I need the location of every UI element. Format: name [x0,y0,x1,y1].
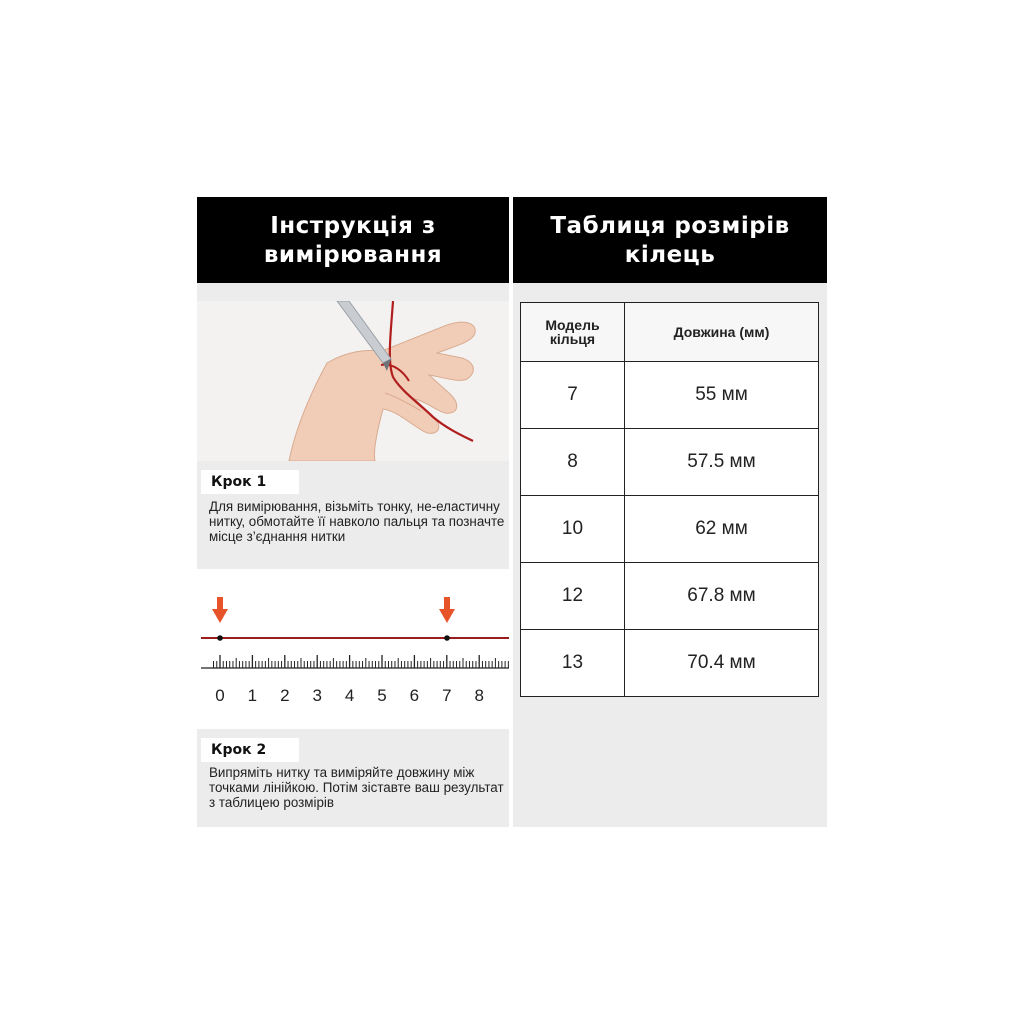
header-length: Довжина (мм) [625,303,819,362]
cell-model: 13 [521,630,625,697]
instruction-panel [197,197,509,827]
size-table-title-line1: Таблиця розмірів [550,213,790,239]
cell-length: 67.8 мм [625,563,819,630]
arrow-down-icon [212,597,228,623]
cell-model: 10 [521,496,625,563]
instruction-title-line2: вимірювання [263,242,443,268]
instruction-title-line1: Інструкція з [270,213,436,239]
table-row [521,429,819,496]
table-header-row [521,303,819,362]
ruler-number: 7 [442,686,452,705]
arrow-down-icon [439,597,455,623]
header-model: Модель кільця [521,303,625,362]
step2-label: Крок 2 [201,738,299,762]
step1-text: Для вимірювання, візьміть тонку, не-еластичну нитку, обмотайте її навколо пальця та позначте місце з’єднання нитки [209,499,505,544]
hand-illustration [197,301,509,461]
cell-length: 55 мм [625,362,819,429]
table-row [521,362,819,429]
size-table-header [513,197,827,283]
cell-model: 12 [521,563,625,630]
table-row [521,630,819,697]
cell-length: 70.4 мм [625,630,819,697]
size-table-title-line2: кілець [624,242,716,268]
step1-label: Крок 1 [201,470,299,494]
cell-length: 57.5 мм [625,429,819,496]
table-row [521,563,819,630]
step2-text: Випряміть нитку та виміряйте довжину між точками лінійкою. Потім зіставте ваш результат з таблицею розмірів [209,765,504,810]
cell-model: 7 [521,362,625,429]
ruler-number: 6 [409,686,420,705]
ruler-number: 3 [312,686,322,705]
table-row [521,496,819,563]
instruction-header [197,197,509,283]
size-table-panel [513,197,827,827]
ruler-number: 0 [215,686,225,705]
ruler-number: 4 [344,686,355,705]
ring-size-table [520,302,819,697]
ruler-illustration [197,569,509,729]
ruler-number: 5 [377,686,387,705]
ruler-number: 2 [280,686,290,705]
cell-model: 8 [521,429,625,496]
ruler-number: 1 [247,686,258,705]
ruler-number: 8 [474,686,484,705]
cell-length: 62 мм [625,496,819,563]
